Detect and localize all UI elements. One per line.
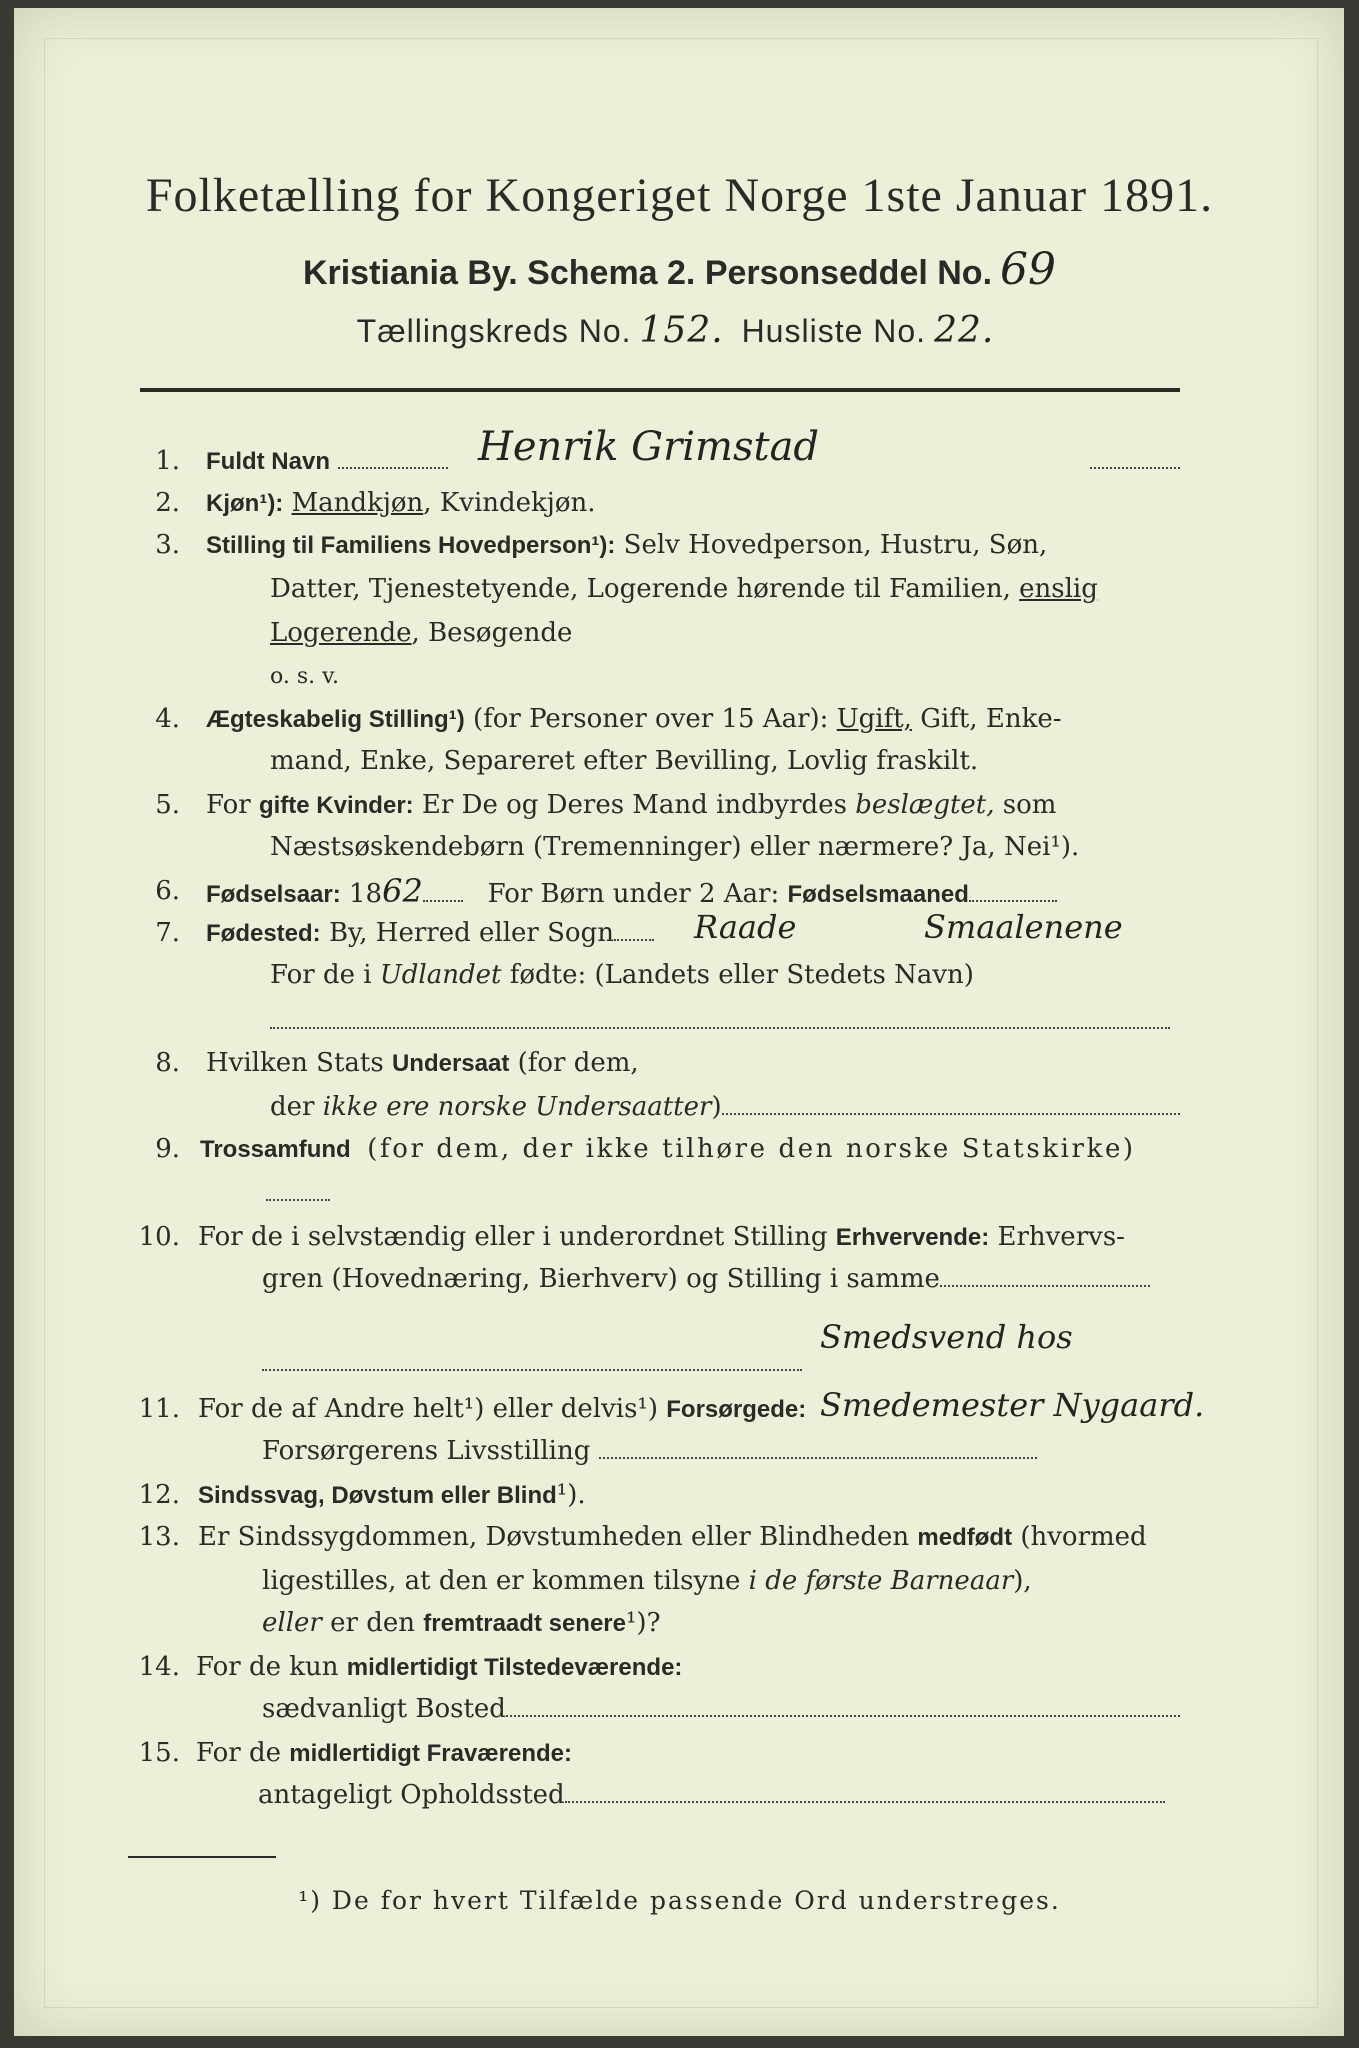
employer-answer: Smedemester Nygaard. — [820, 1386, 1205, 1424]
husliste-label: Husliste No. — [741, 313, 927, 349]
question-text: der — [270, 1092, 315, 1122]
question-label: Erhvervende: — [835, 1224, 990, 1251]
question-number: 5. — [155, 790, 180, 820]
question-text: ligestilles, at den er kommen tilsyne — [262, 1566, 741, 1596]
question-label: midlertidigt Fraværende: — [289, 1740, 572, 1767]
question-text: , Besøgende — [411, 618, 573, 648]
option-mandkjon: Mandkjøn — [291, 488, 424, 518]
question-number: 6. — [155, 876, 180, 906]
question-label: Kjøn¹): — [206, 490, 284, 517]
header-divider — [140, 388, 1180, 392]
question-text: sædvanligt Bosted — [262, 1694, 506, 1724]
question-text: som — [1002, 790, 1057, 820]
question-text: ) — [711, 1092, 722, 1122]
full-name-answer: Henrik Grimstad — [478, 424, 820, 470]
kreds-number: 152. — [639, 310, 724, 351]
question-text: Er De og Deres Mand indbyrdes — [421, 790, 847, 820]
question-text: Forsørgerens Livsstilling — [262, 1436, 591, 1466]
birthplace-answer: Raade — [694, 908, 797, 946]
husliste-number: 22. — [934, 310, 995, 351]
footnote: ¹) De for hvert Tilfælde passende Ord understreges. — [298, 1886, 1061, 1915]
question-text: gren (Hovednæring, Bierhverv) og Stilling i samme — [262, 1264, 940, 1294]
question-number: 8. — [155, 1048, 180, 1078]
personseddel-number: 69 — [1000, 244, 1057, 295]
question-number: 7. — [155, 918, 180, 948]
question-text: Datter, Tjenestetyende, Logerende hørende til Familien, — [270, 574, 1011, 604]
question-text: beslægtet, — [855, 790, 995, 820]
birth-year-prefix: 18 — [348, 879, 383, 909]
question-text: Hvilken Stats — [206, 1048, 384, 1078]
question-text: er den — [330, 1608, 415, 1638]
question-number: 12. — [138, 1480, 180, 1510]
question-label: Sindssvag, Døvstum eller Blind — [198, 1482, 557, 1509]
question-text: For de af Andre helt¹) eller delvis¹) — [198, 1394, 658, 1424]
question-text: (hvormed — [1020, 1522, 1147, 1552]
question-text: (for dem, der ikke tilhøre den norske Statskirke) — [367, 1134, 1136, 1164]
question-text: antageligt Opholdssted — [258, 1780, 565, 1810]
form-subtitle — [0, 244, 1359, 295]
question-label: Fuldt Navn — [206, 448, 330, 475]
option-kvindekjon: , Kvindekjøn. — [423, 488, 596, 518]
question-text: ), — [1013, 1566, 1032, 1596]
question-text: Er Sindssygdommen, Døvstumheden eller Blindheden — [198, 1522, 910, 1552]
question-number: 1. — [155, 446, 180, 476]
question-number: 13. — [138, 1522, 180, 1552]
question-text: eller — [262, 1608, 322, 1638]
question-text: Gift, Enke- — [920, 704, 1062, 734]
question-number: 14. — [138, 1652, 180, 1682]
question-number: 11. — [138, 1394, 180, 1424]
question-text: Udlandet — [379, 960, 502, 990]
count-district-line — [0, 310, 1359, 351]
question-label: Undersaat — [391, 1050, 510, 1077]
question-text: o. s. v. — [270, 664, 339, 689]
question-label: Stilling til Familiens Hovedperson¹): — [206, 532, 616, 559]
question-label: midlertidigt Tilstedeværende: — [346, 1654, 683, 1681]
question-text: For de i selvstændig eller i underordnet Stilling — [198, 1222, 828, 1252]
question-text: For — [206, 790, 251, 820]
question-number: 2. — [155, 488, 180, 518]
question-text: fødte: (Landets eller Stedets Navn) — [509, 960, 974, 990]
occupation-answer: Smedsvend hos — [820, 1318, 1073, 1356]
question-number: 4. — [155, 704, 180, 734]
question-text: ikke ere norske Undersaatter — [322, 1092, 712, 1122]
question-number: 10. — [138, 1222, 180, 1252]
question-number: 3. — [155, 530, 180, 560]
question-label: Fødselsaar: — [206, 881, 341, 908]
question-text: i de første Barneaar — [748, 1566, 1014, 1596]
form-title: Folketælling for Kongeriget Norge 1ste Januar 1891. — [145, 169, 1214, 222]
question-text: mand, Enke, Separeret efter Bevilling, Lovlig fraskilt. — [270, 746, 979, 776]
question-text: For de — [196, 1738, 281, 1768]
question-label: Fødested: — [206, 920, 321, 947]
question-text: Næstsøskendebørn (Tremenninger) eller nærmere? Ja, Nei¹). — [270, 832, 1080, 862]
question-text: Selv Hovedperson, Hustru, Søn, — [623, 530, 1048, 560]
question-label: Forsørgede: — [666, 1396, 807, 1423]
option-ugift: Ugift, — [836, 704, 912, 734]
question-text: (for Personer over 15 Aar): — [472, 704, 829, 734]
question-text: ¹). — [556, 1480, 586, 1510]
footnote-divider — [128, 1856, 276, 1858]
question-label: medfødt — [917, 1524, 1013, 1551]
option-logerende: Logerende — [270, 618, 412, 648]
question-label: Trossamfund — [200, 1136, 351, 1163]
option-enslig: enslig — [1019, 574, 1098, 604]
question-text: ¹)? — [626, 1608, 661, 1638]
question-number: 15. — [138, 1738, 180, 1768]
question-label: fremtraadt senere — [423, 1610, 626, 1637]
question-number: 9. — [155, 1134, 180, 1164]
question-text: Erhvervs- — [997, 1222, 1125, 1252]
question-label: Ægteskabelig Stilling¹) — [206, 706, 465, 733]
birth-year-answer: 62 — [382, 872, 423, 910]
question-text: For de kun — [196, 1652, 339, 1682]
question-label: gifte Kvinder: — [258, 792, 414, 819]
question-text: For Børn under 2 Aar: — [487, 879, 780, 909]
subtitle-text: Kristiania By. Schema 2. Personseddel No. — [302, 254, 993, 292]
question-text: (for dem, — [517, 1048, 639, 1078]
question-text: By, Herred eller Sogn — [328, 918, 614, 948]
kreds-label: Tællingskreds No. — [356, 313, 632, 349]
question-label: Fødselsmaaned — [787, 881, 969, 908]
birthplace-region-answer: Smaalenene — [924, 908, 1123, 946]
question-text: For de i — [270, 960, 372, 990]
